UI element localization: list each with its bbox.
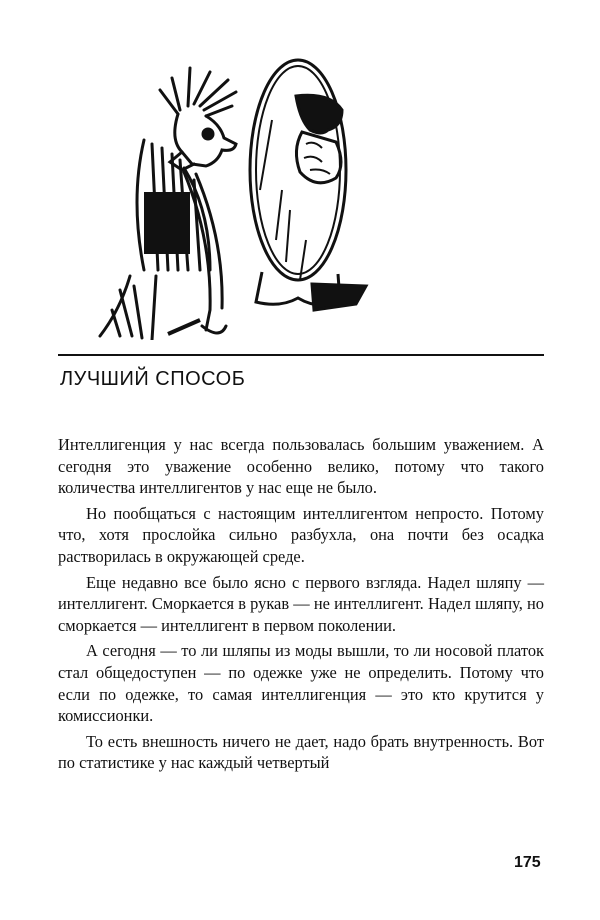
paragraph-4: А сегодня — то ли шляпы из моды вышли, то ли носовой платок стал общедоступен — по одежке уже не определить. Потому что если по одежке, то самая интеллигенция — это кто крутится у комиссионки. <box>58 641 544 726</box>
title-rule <box>58 354 544 356</box>
cartoon-illustration <box>60 40 390 340</box>
article-title: ЛУЧШИЙ СПОСОБ <box>60 368 246 390</box>
paragraph-5: То есть внешность ничего не дает, надо брать внутренность. Вот по статистике у нас каждый четвертый <box>58 731 544 773</box>
paragraph-3: Еще недавно все было ясно с первого взгляда. Надел шляпу — интеллигент. Сморкается в рукав — не интеллигент. Надел шляпу, но сморкается — интеллигент в первом поколении. <box>58 572 544 635</box>
mirror <box>250 60 366 310</box>
paragraph-1: Интеллигенция у нас всегда пользовалась большим уважением. А сегодня это уважение особенно велико, потому что такого количества интеллигентов у нас еще не было. <box>58 435 544 498</box>
stick <box>168 320 200 334</box>
page-number: 175 <box>514 854 541 871</box>
article-body <box>58 434 544 778</box>
book <box>144 192 190 254</box>
paragraph-2: Но пообщаться с настоящим интеллигентом непросто. Потому что, хотя прослойка сильно разбухла, она почти без осадка растворилась в окружающей среде. <box>58 503 544 566</box>
